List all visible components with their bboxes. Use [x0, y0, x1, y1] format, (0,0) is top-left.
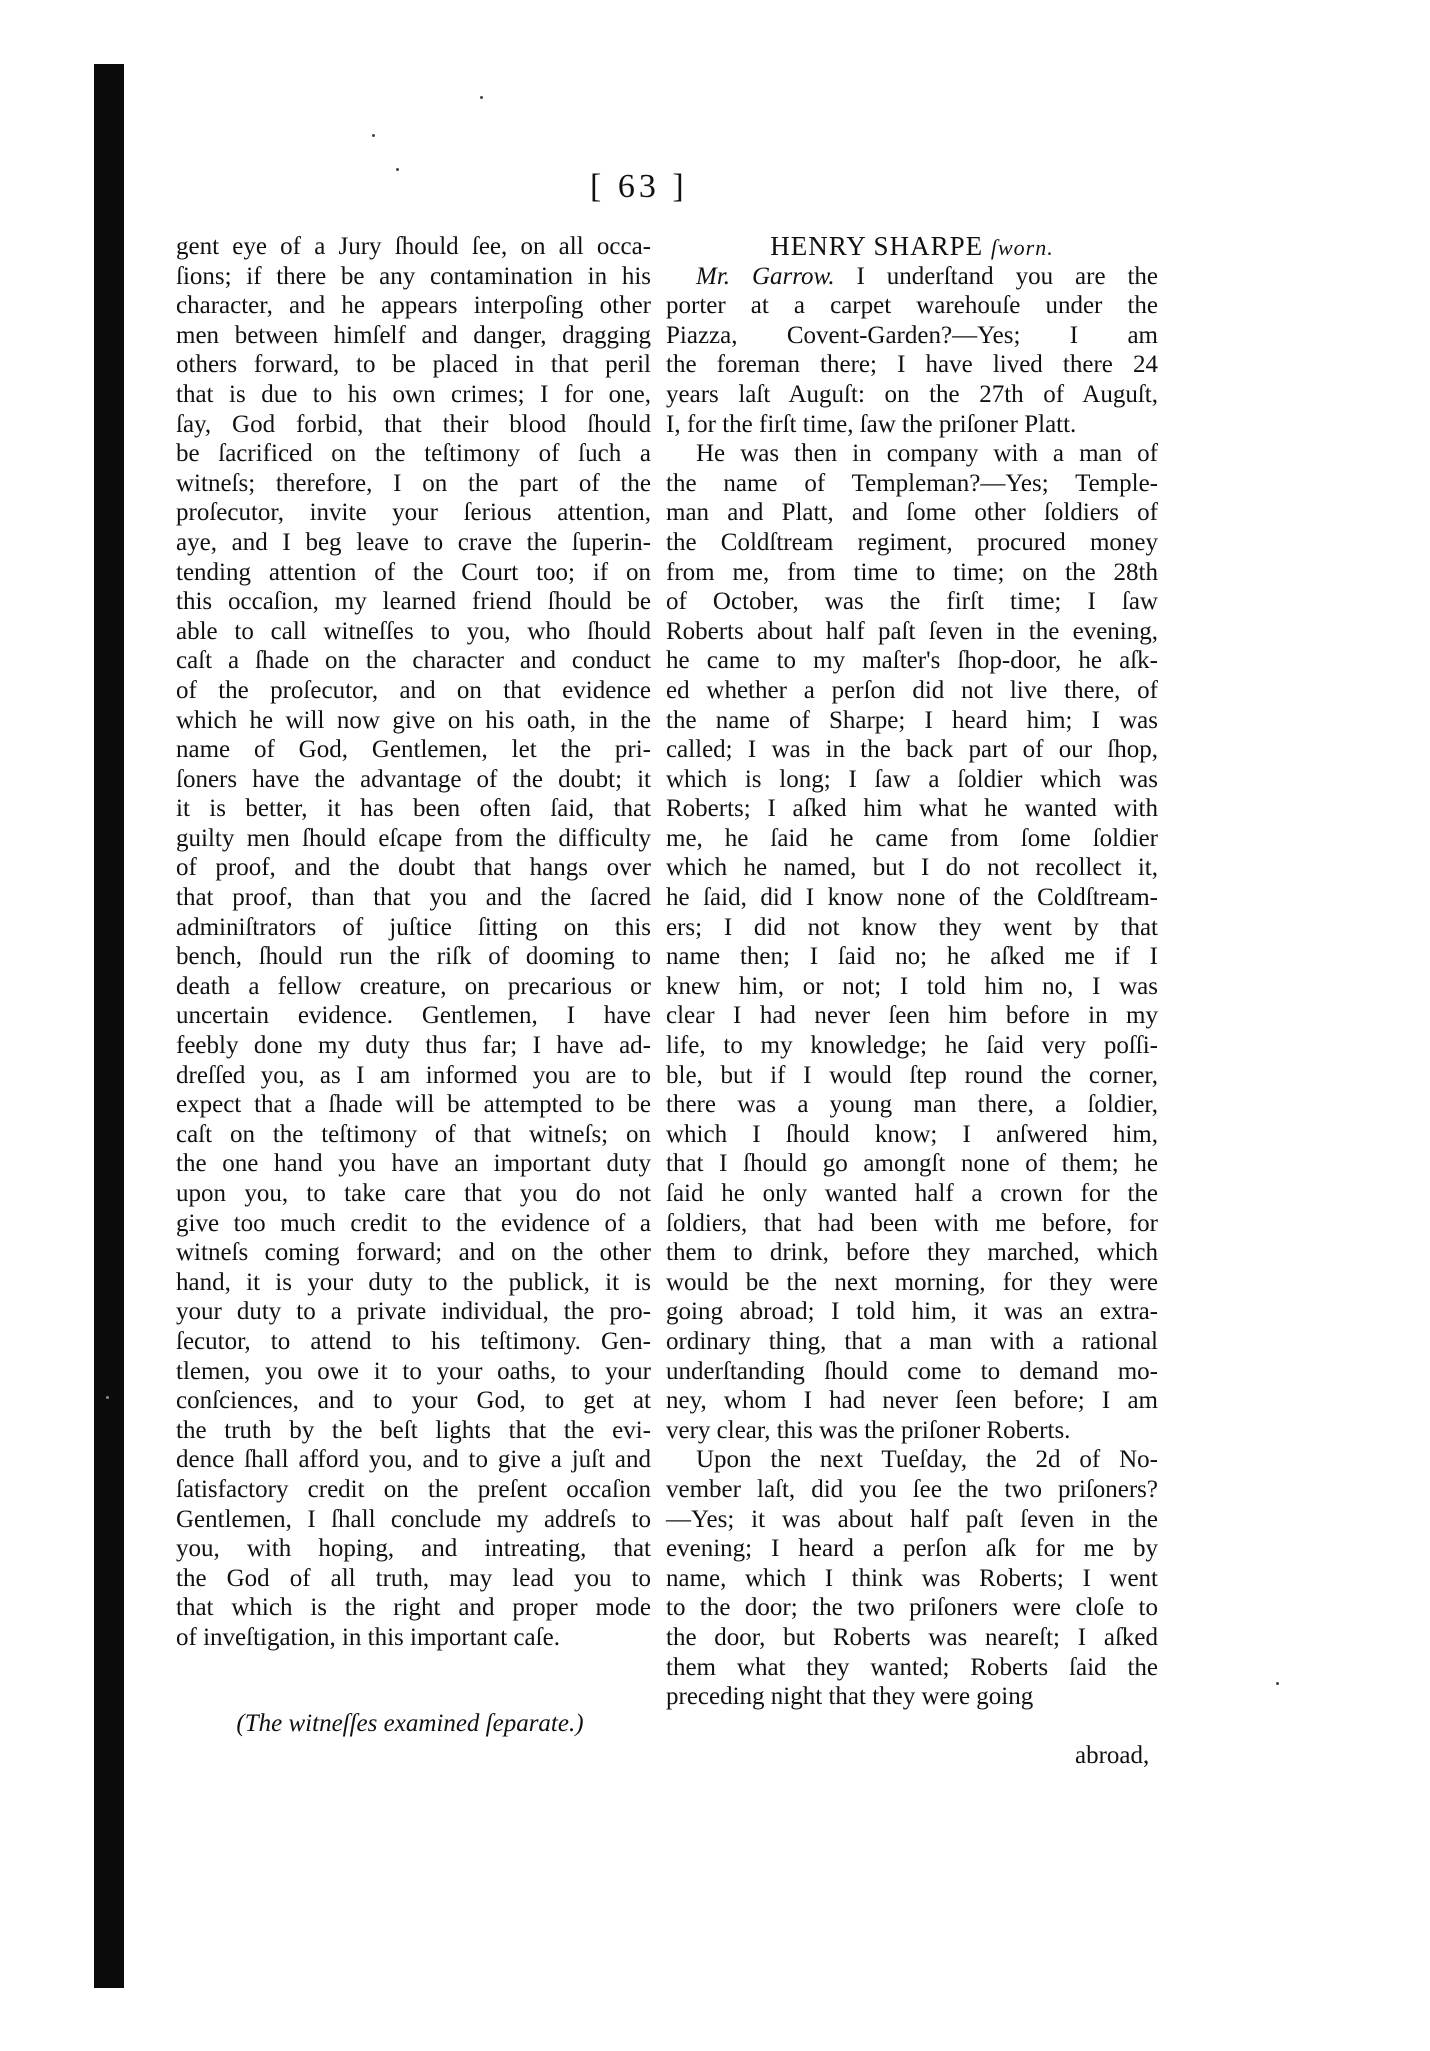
- text-line: I, for the firſt time, ſaw the priſoner Platt.: [666, 410, 1077, 438]
- text-line: proſecutor, invite your ſerious attention,: [176, 499, 651, 527]
- text-line: character, and he appears interpoſing other: [176, 292, 651, 320]
- text-line: ordinary thing, that a man with a rational: [666, 1327, 1158, 1355]
- text-line: going abroad; I told him, it was an extra-: [666, 1298, 1158, 1326]
- text-line: of inveſtigation, in this important caſe.: [176, 1623, 560, 1651]
- paper-speck: [480, 96, 483, 99]
- page-number: [ 63 ]: [590, 168, 688, 205]
- text-line: which is long; I ſaw a ſoldier which was: [666, 765, 1158, 793]
- text-line: knew him, or not; I told him no, I was: [666, 972, 1158, 1000]
- text-line: ſecutor, to attend to his teſtimony. Gen-: [176, 1327, 651, 1355]
- text-line: dence ſhall afford you, and to give a juſt and: [176, 1446, 651, 1474]
- text-line: Upon the next Tueſday, the 2d of No-: [696, 1446, 1158, 1474]
- text-line: hand, it is your duty to the publick, it is: [176, 1268, 651, 1296]
- text-line: dreſſed you, as I am informed you are to: [176, 1061, 651, 1089]
- text-line: expect that a ſhade will be attempted to be: [176, 1091, 651, 1119]
- text-line: ers; I did not know they went by that: [666, 913, 1158, 941]
- text-line: preceding night that they were going: [666, 1683, 1034, 1711]
- text-line: witneſs; therefore, I on the part of the: [176, 469, 651, 497]
- right-column: [666, 232, 1158, 1712]
- text-line: clear I had never ſeen him before in my: [666, 1002, 1158, 1030]
- text-line: bench, ſhould run the riſk of dooming to: [176, 943, 651, 971]
- text-line: there was a young man there, a ſoldier,: [666, 1091, 1158, 1119]
- text-line: he ſaid, did I know none of the Coldſtream-: [666, 884, 1158, 912]
- text-line: man and Platt, and ſome other ſoldiers of: [666, 499, 1158, 527]
- speaker-name: Mr. Garrow.: [696, 262, 835, 290]
- text-line: them to drink, before they marched, which: [666, 1239, 1158, 1267]
- text-line: ſions; if there be any contamination in his: [176, 262, 651, 290]
- text-line: aye, and I beg leave to crave the ſuperin-: [176, 528, 651, 556]
- left-column: [176, 232, 651, 1653]
- text-line: conſciences, and to your God, to get at: [176, 1387, 651, 1415]
- text-line: of October, was the firſt time; I ſaw: [666, 588, 1158, 616]
- text-line: which I ſhould know; I anſwered him,: [666, 1120, 1158, 1148]
- text-line: tlemen, you owe it to your oaths, to your: [176, 1357, 651, 1385]
- text-line: ble, but if I would ſtep round the corner,: [666, 1061, 1158, 1089]
- text-line: years laſt Auguſt: on the 27th of Auguſt,: [666, 380, 1158, 408]
- text-line: give too much credit to the evidence of a: [176, 1209, 651, 1237]
- text-line: that is due to his own crimes; I for one,: [176, 380, 651, 408]
- paper-speck: [396, 168, 399, 171]
- text-line: me, he ſaid he came from ſome ſoldier: [666, 824, 1158, 852]
- text-line: others forward, to be placed in that peril: [176, 351, 651, 379]
- text-line: of proof, and the doubt that hangs over: [176, 854, 651, 882]
- text-line: upon you, to take care that you do not: [176, 1180, 651, 1207]
- text-line: —Yes; it was about half paſt ſeven in the: [666, 1505, 1158, 1533]
- text-line: guilty men ſhould eſcape from the difficulty: [176, 824, 651, 852]
- text-line: it is better, it has been often ſaid, that: [176, 795, 651, 823]
- text-line: the truth by the beſt lights that the evi-: [176, 1416, 651, 1444]
- text-line: adminiſtrators of juſtice ſitting on this: [176, 913, 651, 941]
- paper-speck: [372, 134, 375, 137]
- text-line: Gentlemen, I ſhall conclude my addreſs to: [176, 1505, 651, 1533]
- text-line: evening; I heard a perſon aſk for me by: [666, 1535, 1158, 1563]
- text-line: men between himſelf and danger, dragging: [176, 321, 651, 349]
- witness-heading: HENRY SHARPE ſworn.: [770, 231, 1054, 261]
- text-line: from me, from time to time; on the 28th: [666, 558, 1158, 586]
- text-line: ſoldiers, that had been with me before, for: [666, 1209, 1158, 1237]
- text-line: ney, whom I had never ſeen before; I am: [666, 1387, 1158, 1415]
- text-line: this occaſion, my learned friend ſhould be: [176, 588, 651, 616]
- text-line: underſtanding ſhould come to demand mo-: [666, 1357, 1158, 1385]
- text-line: feebly done my duty thus far; I have ad-: [176, 1032, 651, 1060]
- text-line: caſt a ſhade on the character and conduct: [176, 647, 651, 675]
- text-line: uncertain evidence. Gentlemen, I have: [176, 1002, 651, 1030]
- text-line: ſatisfactory credit on the preſent occaſion: [176, 1475, 651, 1503]
- text-line: ſaid he only wanted half a crown for the: [666, 1180, 1158, 1207]
- text-line: able to call witneſſes to you, who ſhould: [176, 617, 651, 645]
- text-line: which he will now give on his oath, in the: [176, 706, 651, 734]
- text-line: your duty to a private individual, the pro-: [176, 1298, 651, 1326]
- text-line: gent eye of a Jury ſhould ſee, on all occa-: [176, 233, 651, 260]
- witnesses-note: (The witneſſes examined ſeparate.): [236, 1710, 584, 1737]
- text-line: the name of Templeman?—Yes; Temple-: [666, 469, 1158, 497]
- text-line: he came to my maſter's ſhop-door, he aſk-: [666, 647, 1158, 675]
- text-line: be ſacrificed on the teſtimony of ſuch a: [176, 440, 651, 468]
- text-line: that proof, than that you and the ſacred: [176, 884, 651, 912]
- text-line: vember laſt, did you ſee the two priſoners?: [666, 1475, 1158, 1503]
- text-line: Roberts; I aſked him what he wanted with: [666, 795, 1158, 823]
- text-line: ed whether a perſon did not live there, of: [666, 676, 1158, 704]
- text-line: the door, but Roberts was neareſt; I aſked: [666, 1623, 1158, 1651]
- sworn-label: ſworn.: [990, 235, 1054, 260]
- text-line: to the door; the two priſoners were cloſe to: [666, 1594, 1158, 1622]
- paper-speck: [106, 1396, 109, 1399]
- text-line: the God of all truth, may lead you to: [176, 1564, 651, 1592]
- text-line: the one hand you have an important duty: [176, 1150, 651, 1178]
- text-line: which he named, but I do not recollect it,: [666, 854, 1158, 882]
- text-line: witneſs coming forward; and on the other: [176, 1239, 651, 1267]
- text-line: the foreman there; I have lived there 24: [666, 351, 1158, 379]
- text-line: Roberts about half paſt ſeven in the evening,: [666, 617, 1158, 645]
- text-line: Piazza, Covent-Garden?—Yes; I am: [666, 321, 1158, 349]
- text-line: ſay, God forbid, that their blood ſhould: [176, 410, 651, 438]
- paper-speck: [1276, 1682, 1279, 1685]
- text-line: ſoners have the advantage of the doubt; it: [176, 765, 651, 793]
- text-line: them what they wanted; Roberts ſaid the: [666, 1653, 1158, 1681]
- text-line: name then; I ſaid no; he aſked me if I: [666, 943, 1158, 971]
- text-line: porter at a carpet warehouſe under the: [666, 292, 1158, 320]
- text-line: name, which I think was Roberts; I went: [666, 1564, 1158, 1592]
- text-line: that I ſhould go amongſt none of them; he: [666, 1150, 1158, 1178]
- text-line: He was then in company with a man of: [696, 440, 1158, 468]
- text-line: would be the next morning, for they were: [666, 1268, 1158, 1296]
- text-line: of the proſecutor, and on that evidence: [176, 676, 651, 704]
- text-line: life, to my knowledge; he ſaid very poſſi-: [666, 1032, 1158, 1060]
- text-line: name of God, Gentlemen, let the pri-: [176, 736, 651, 764]
- text-line: the Coldſtream regiment, procured money: [666, 528, 1158, 556]
- catchword: abroad,: [1075, 1742, 1150, 1769]
- text-line: death a fellow creature, on precarious or: [176, 972, 651, 1000]
- text-line: you, with hoping, and intreating, that: [176, 1535, 651, 1563]
- text-line: the name of Sharpe; I heard him; I was: [666, 706, 1158, 734]
- text-line: caſt on the teſtimony of that witneſs; on: [176, 1120, 651, 1148]
- text-line: tending attention of the Court too; if on: [176, 558, 651, 586]
- text-line: Mr. Garrow. I underſtand you are the: [696, 262, 1158, 290]
- text-line: that which is the right and proper mode: [176, 1594, 651, 1622]
- text-line: called; I was in the back part of our ſhop,: [666, 736, 1158, 764]
- book-spine-shadow: [94, 64, 124, 1988]
- text-line: very clear, this was the priſoner Roberts.: [666, 1416, 1071, 1444]
